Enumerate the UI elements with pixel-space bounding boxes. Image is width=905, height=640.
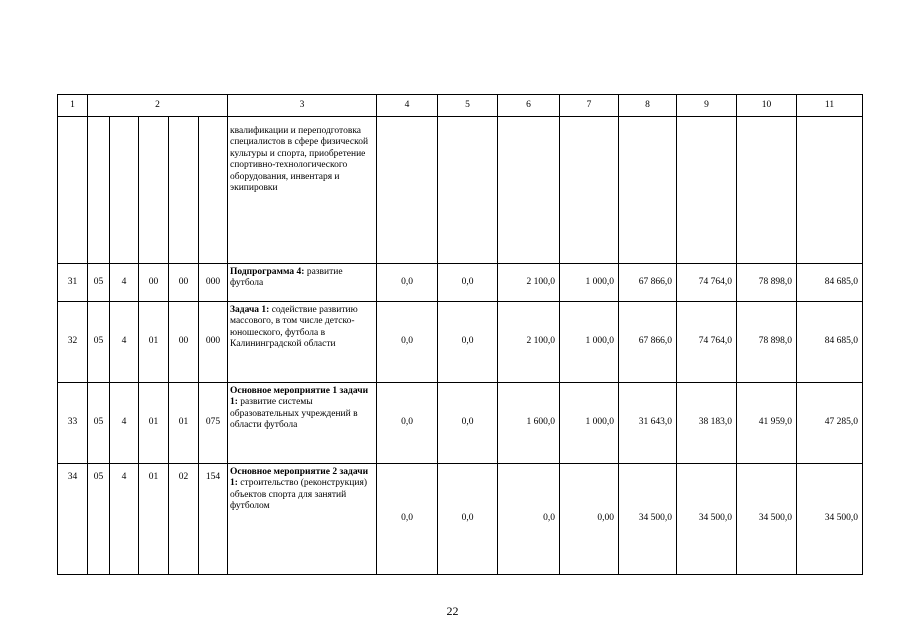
value-cell: 0,0 [438, 264, 498, 302]
value-cell: 0,00 [560, 464, 619, 575]
header-cell: 8 [619, 95, 677, 117]
value-cell: 2 100,0 [498, 264, 560, 302]
header-cell: 10 [737, 95, 797, 117]
value-cell: 0,0 [438, 302, 498, 383]
code-cell: 4 [110, 264, 139, 302]
value-cell: 1 000,0 [560, 383, 619, 464]
value-cell: 2 100,0 [498, 302, 560, 383]
code-cell: 4 [110, 383, 139, 464]
value-cell: 34 500,0 [619, 464, 677, 575]
description-text: содействие развитию массового, в том числе детско-юношеского, футбола в Калининградской области [230, 305, 358, 350]
empty-cell [169, 117, 199, 264]
description-bold: Задача 1: [230, 305, 270, 315]
value-cell: 0,0 [438, 383, 498, 464]
code-cell: 01 [169, 383, 199, 464]
description-text: развитие футбола [230, 267, 343, 289]
header-cell: 6 [498, 95, 560, 117]
header-cell: 11 [797, 95, 863, 117]
empty-cell [619, 117, 677, 264]
empty-cell [498, 117, 560, 264]
value-cell: 74 764,0 [677, 302, 737, 383]
code-cell: 05 [88, 302, 110, 383]
value-cell: 38 183,0 [677, 383, 737, 464]
value-cell: 1 000,0 [560, 264, 619, 302]
description-bold: Подпрограмма 4: [230, 267, 305, 277]
description-cell [228, 264, 377, 302]
description-cell: квалификации и переподготовка специалистов в сфере физической культуры и спорта, приобретение спортивно-технологического оборудования, инвентаря и экипировки [228, 117, 377, 264]
value-cell: 0,0 [377, 383, 438, 464]
empty-cell [797, 117, 863, 264]
value-cell: 84 685,0 [797, 302, 863, 383]
code-cell: 05 [88, 383, 110, 464]
code-cell: 000 [199, 264, 228, 302]
value-cell: 1 600,0 [498, 383, 560, 464]
header-cell: 7 [560, 95, 619, 117]
row-number: 31 [58, 264, 88, 302]
empty-cell [677, 117, 737, 264]
header-row [58, 95, 863, 117]
value-cell: 0,0 [498, 464, 560, 575]
header-cell: 1 [58, 95, 88, 117]
row-number: 34 [58, 464, 88, 575]
description-cell [228, 383, 377, 464]
code-cell: 075 [199, 383, 228, 464]
value-cell: 0,0 [377, 264, 438, 302]
code-cell: 05 [88, 264, 110, 302]
value-cell: 34 500,0 [677, 464, 737, 575]
value-cell: 0,0 [377, 302, 438, 383]
code-cell: 01 [139, 464, 169, 575]
page-number: 22 [446, 604, 459, 618]
value-cell: 0,0 [438, 464, 498, 575]
value-cell: 78 898,0 [737, 264, 797, 302]
header-cell: 2 [88, 95, 228, 117]
description-cell [228, 302, 377, 383]
code-cell: 02 [169, 464, 199, 575]
header-cell: 3 [228, 95, 377, 117]
table-row [58, 464, 863, 575]
code-cell: 01 [139, 302, 169, 383]
empty-cell [560, 117, 619, 264]
row-number: 32 [58, 302, 88, 383]
value-cell: 1 000,0 [560, 302, 619, 383]
description-text: строительство (реконструкция) объектов спорта для занятий футболом [230, 478, 367, 512]
value-cell: 78 898,0 [737, 302, 797, 383]
description-bold: Основное мероприятие 1 задачи 1: [230, 386, 369, 408]
table-row [58, 264, 863, 302]
value-cell: 74 764,0 [677, 264, 737, 302]
value-cell: 84 685,0 [797, 264, 863, 302]
table-row [58, 302, 863, 383]
code-cell: 00 [169, 264, 199, 302]
code-cell: 00 [139, 264, 169, 302]
code-cell: 000 [199, 302, 228, 383]
code-cell: 01 [139, 383, 169, 464]
empty-cell [110, 117, 139, 264]
program-table [57, 94, 863, 575]
empty-cell [377, 117, 438, 264]
code-cell: 05 [88, 464, 110, 575]
value-cell: 67 866,0 [619, 302, 677, 383]
empty-cell [199, 117, 228, 264]
header-cell: 5 [438, 95, 498, 117]
row-number: 33 [58, 383, 88, 464]
description-cell [228, 464, 377, 575]
continuation-row [58, 117, 863, 264]
code-cell: 4 [110, 464, 139, 575]
empty-cell [58, 117, 88, 264]
empty-cell [139, 117, 169, 264]
header-cell: 4 [377, 95, 438, 117]
value-cell: 67 866,0 [619, 264, 677, 302]
value-cell: 0,0 [377, 464, 438, 575]
code-cell: 00 [169, 302, 199, 383]
description-text: развитие системы образовательных учреждений в области футбола [230, 397, 358, 431]
empty-cell [438, 117, 498, 264]
table-row [58, 383, 863, 464]
value-cell: 31 643,0 [619, 383, 677, 464]
description-bold: Основное мероприятие 2 задачи 1: [230, 467, 369, 489]
value-cell: 34 500,0 [737, 464, 797, 575]
header-cell: 9 [677, 95, 737, 117]
empty-cell [737, 117, 797, 264]
value-cell: 41 959,0 [737, 383, 797, 464]
code-cell: 4 [110, 302, 139, 383]
code-cell: 154 [199, 464, 228, 575]
value-cell: 47 285,0 [797, 383, 863, 464]
value-cell: 34 500,0 [797, 464, 863, 575]
empty-cell [88, 117, 110, 264]
